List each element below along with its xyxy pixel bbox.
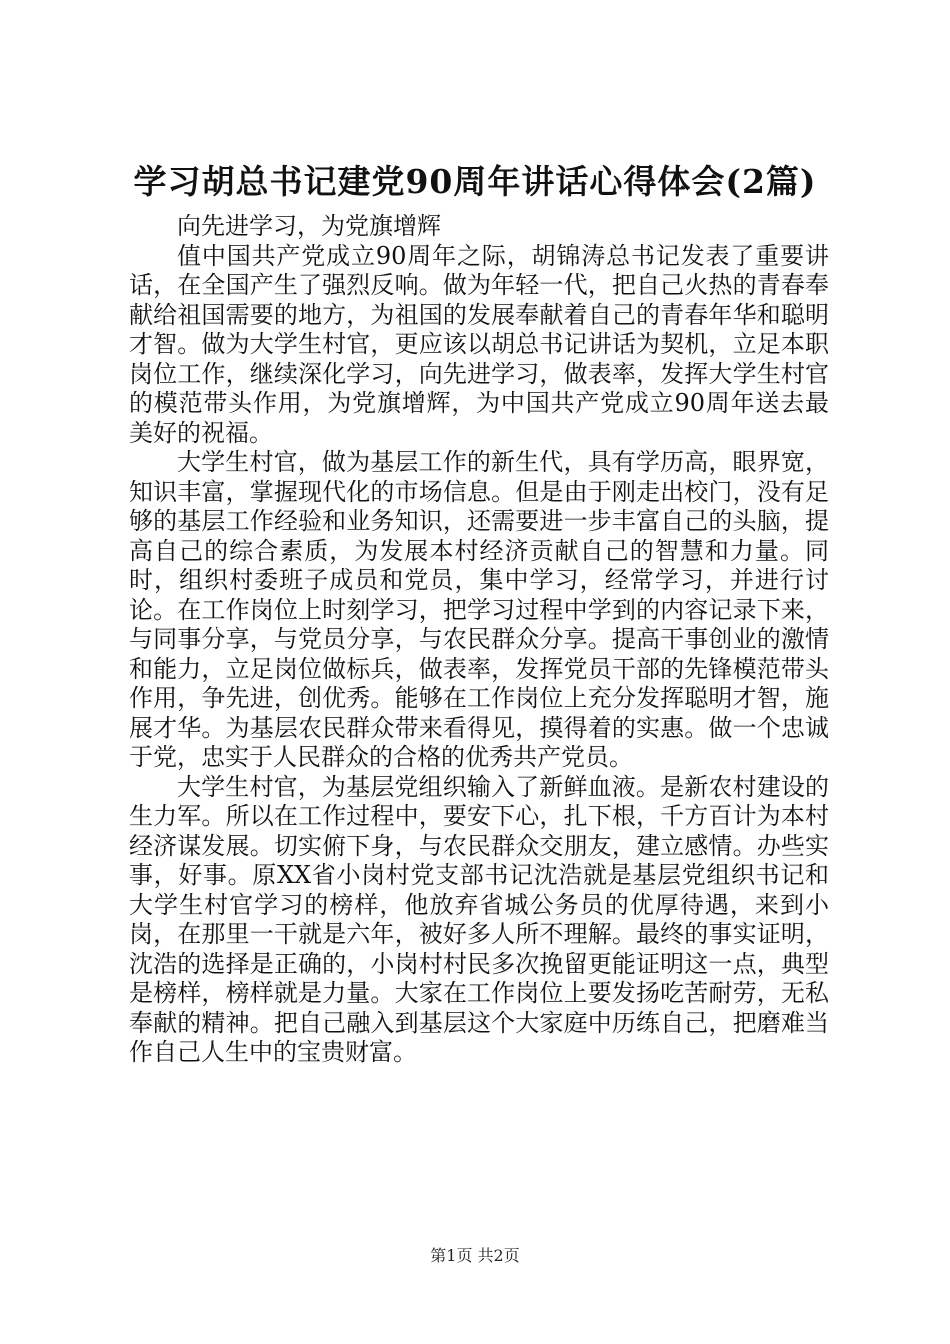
page-number-footer: 第1页 共2页	[430, 1246, 520, 1265]
paragraph-2: 大学生村官，做为基层工作的新生代，具有学历高，眼界宽，知识丰富，掌握现代化的市场信息。但是由于刚走出校门，没有足够的基层工作经验和业务知识，还需要进一步丰富自己的头脑，提高自己的综合素质，为发展本村经济贡献自己的智慧和力量。同时，组织村委班子成员和党员，集中学习，经常学习，并进行讨论。在工作岗位上时刻学习，把学习过程中学到的内容记录下来，与同事分享，与党员分享，与农民群众分享。提高干事创业的激情和能力，立足岗位做标兵，做表率，发挥党员干部的先锋模范带头作用，争先进，创优秀。能够在工作岗位上充分发挥聪明才智，施展才华。为基层农民群众带来看得见，摸得着的实惠。做一个忠诚于党，忠实于人民群众的合格的优秀共产党员。	[129, 448, 829, 771]
paragraph-3: 大学生村官，为基层党组织输入了新鲜血液。是新农村建设的生力军。所以在工作过程中，要安下心，扎下根，千方百计为本村经济谋发展。切实俯下身，与农民群众交朋友，建立感情。办些实事，好事。原XX省小岗村党支部书记沈浩就是基层党组织书记和大学生村官学习的榜样，他放弃省城公务员的优厚待遇，来到小岗，在那里一干就是六年，被好多人所不理解。最终的事实证明，沈浩的选择是正确的，小岗村村民多次挽留更能证明这一点，典型是榜样，榜样就是力量。大家在工作岗位上要发扬吃苦耐劳，无私奉献的精神。把自己融入到基层这个大家庭中历练自己，把磨难当作自己人生中的宝贵财富。	[129, 772, 829, 1066]
paragraph-1: 值中国共产党成立90周年之际，胡锦涛总书记发表了重要讲话，在全国产生了强烈反响。做为年轻一代，把自己火热的青春奉献给祖国需要的地方，为祖国的发展奉献着自己的青春年华和聪明才智。做为大学生村官，更应该以胡总书记讲话为契机，立足本职岗位工作，继续深化学习，向先进学习，做表率，发挥大学生村官的模范带头作用，为党旗增辉，为中国共产党成立90周年送去最美好的祝福。	[129, 241, 829, 447]
document-title: 学习胡总书记建党90周年讲话心得体会(2篇)	[133, 162, 817, 201]
section-subtitle: 向先进学习，为党旗增辉	[177, 212, 441, 240]
document-body	[129, 212, 829, 1068]
